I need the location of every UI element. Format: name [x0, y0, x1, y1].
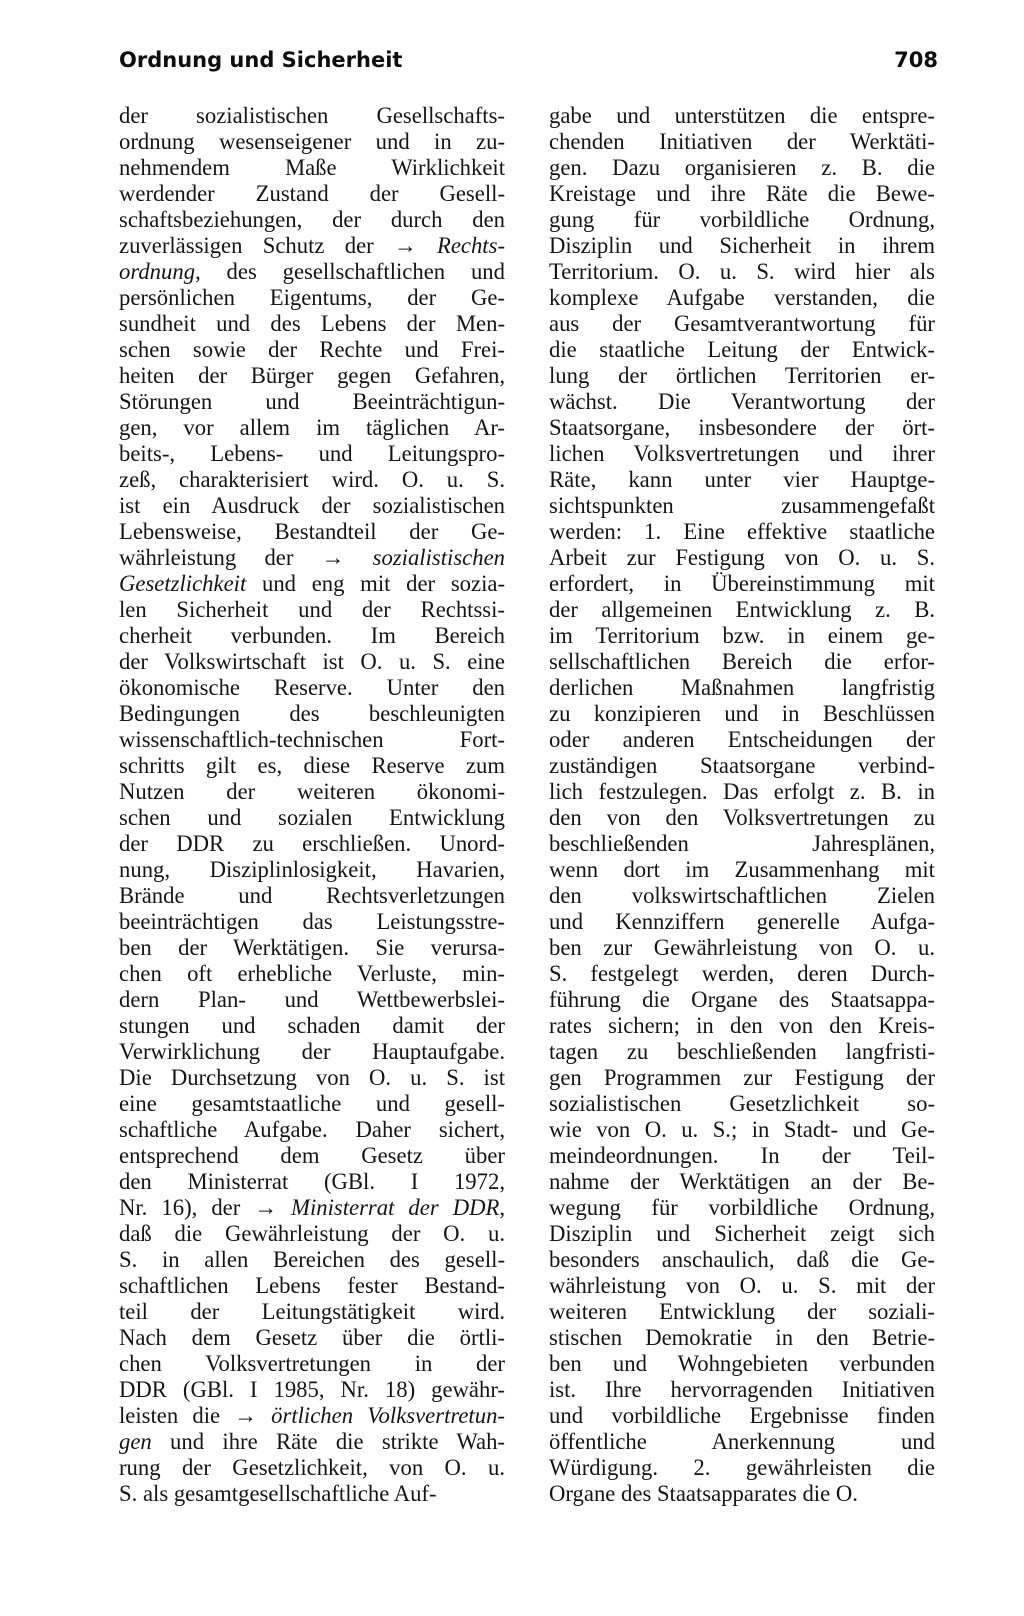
left-column-line: nung, Disziplinlosigkeit, Havarien,: [119, 857, 505, 882]
left-column-line: Nach dem Gesetz über die örtli-: [119, 1325, 505, 1350]
left-column-line: schaftlichen Lebens fester Bestand-: [119, 1273, 505, 1298]
right-column-line: gen Programmen zur Festigung der: [549, 1065, 935, 1090]
left-column-line: schaftsbeziehungen, der durch den: [119, 207, 505, 232]
left-column-line: Verwirklichung der Hauptaufgabe.: [119, 1039, 505, 1064]
left-column-line: der sozialistischen Gesellschafts-: [119, 103, 505, 128]
left-column-line: Lebensweise, Bestandteil der Ge-: [119, 519, 505, 544]
left-column-line: chen oft erhebliche Verluste, min-: [119, 961, 505, 986]
left-column-line: sundheit und des Lebens der Men-: [119, 311, 505, 336]
right-column-line: ben und Wohngebieten verbunden: [549, 1351, 935, 1376]
left-column-line: zuverlässigen Schutz der → Rechts-: [119, 233, 505, 258]
left-column-line: DDR (GBl. I 1985, Nr. 18) gewähr-: [119, 1377, 505, 1402]
left-column-line: Gesetzlichkeit und eng mit der sozia-: [119, 571, 505, 596]
right-column-line: beschließenden Jahresplänen,: [549, 831, 935, 856]
right-column-line: wie von O. u. S.; in Stadt- und Ge-: [549, 1117, 935, 1142]
right-column-line: lung der örtlichen Territorien er-: [549, 363, 935, 388]
right-column-line: werden: 1. Eine effektive staatliche: [549, 519, 935, 544]
left-column-line: nehmendem Maße Wirklichkeit: [119, 155, 505, 180]
left-column-line: schritts gilt es, diese Reserve zum: [119, 753, 505, 778]
right-column-line: derlichen Maßnahmen langfristig: [549, 675, 935, 700]
right-column-line: Territorium. O. u. S. wird hier als: [549, 259, 935, 284]
left-column-line: schaftliche Aufgabe. Daher sichert,: [119, 1117, 505, 1142]
left-column-line: cherheit verbunden. Im Bereich: [119, 623, 505, 648]
right-column-line: der allgemeinen Entwicklung z. B.: [549, 597, 935, 622]
left-column-line: gen, vor allem im täglichen Ar-: [119, 415, 505, 440]
left-column-line: ist ein Ausdruck der sozialistischen: [119, 493, 505, 518]
left-column-line: Störungen und Beeinträchtigun-: [119, 389, 505, 414]
right-column-line: den von den Volksvertretungen zu: [549, 805, 935, 830]
left-column-line: S. in allen Bereichen des gesell-: [119, 1247, 505, 1272]
right-column-line: und vorbildliche Ergebnisse finden: [549, 1403, 935, 1428]
left-text-column: [119, 103, 505, 1507]
left-column-line: der Volkswirtschaft ist O. u. S. eine: [119, 649, 505, 674]
right-column-line: sellschaftlichen Bereich die erfor-: [549, 649, 935, 674]
right-column-line: ist. Ihre hervorragenden Initiativen: [549, 1377, 935, 1402]
right-column-line: meindeordnungen. In der Teil-: [549, 1143, 935, 1168]
right-column-line: weiteren Entwicklung der soziali-: [549, 1299, 935, 1324]
left-column-line: entsprechend dem Gesetz über: [119, 1143, 505, 1168]
page-number: 708: [894, 48, 938, 72]
right-column-line: Disziplin und Sicherheit zeigt sich: [549, 1221, 935, 1246]
left-column-line: Bedingungen des beschleunigten: [119, 701, 505, 726]
section-title: Ordnung und Sicherheit: [119, 48, 403, 72]
left-column-line: wissenschaftlich-technischen Fort-: [119, 727, 505, 752]
left-column-line: beeinträchtigen das Leistungsstre-: [119, 909, 505, 934]
left-column-line: rung der Gesetzlichkeit, von O. u.: [119, 1455, 505, 1480]
right-column-line: wegung für vorbildliche Ordnung,: [549, 1195, 935, 1220]
left-column-line: Nr. 16), der → Ministerrat der DDR,: [119, 1195, 505, 1220]
right-text-column: [549, 103, 935, 1507]
right-column-line: S. festgelegt werden, deren Durch-: [549, 961, 935, 986]
left-column-line: zeß, charakterisiert wird. O. u. S.: [119, 467, 505, 492]
left-column-line: heiten der Bürger gegen Gefahren,: [119, 363, 505, 388]
right-column-line: währleistung von O. u. S. mit der: [549, 1273, 935, 1298]
right-column-line: Disziplin und Sicherheit in ihrem: [549, 233, 935, 258]
right-column-line: nahme der Werktätigen an der Be-: [549, 1169, 935, 1194]
left-column-line: Die Durchsetzung von O. u. S. ist: [119, 1065, 505, 1090]
right-column-line: wächst. Die Verantwortung der: [549, 389, 935, 414]
right-column-line: komplexe Aufgabe verstanden, die: [549, 285, 935, 310]
right-column-line: Organe des Staatsapparates die O.: [549, 1481, 858, 1506]
left-column-line: chen Volksvertretungen in der: [119, 1351, 505, 1376]
left-column-line: Brände und Rechtsverletzungen: [119, 883, 505, 908]
left-column-line: gen und ihre Räte die strikte Wah-: [119, 1429, 505, 1454]
right-column-line: Würdigung. 2. gewährleisten die: [549, 1455, 935, 1480]
right-column-line: aus der Gesamtverantwortung für: [549, 311, 935, 336]
left-column-line: ökonomische Reserve. Unter den: [119, 675, 505, 700]
right-column-line: gen. Dazu organisieren z. B. die: [549, 155, 935, 180]
left-column-line: ordnung, des gesellschaftlichen und: [119, 259, 505, 284]
left-column-line: dern Plan- und Wettbewerbslei-: [119, 987, 505, 1012]
right-column-line: wenn dort im Zusammenhang mit: [549, 857, 935, 882]
left-column-line: eine gesamtstaatliche und gesell-: [119, 1091, 505, 1116]
right-column-line: stischen Demokratie in den Betrie-: [549, 1325, 935, 1350]
left-column-line: schen sowie der Rechte und Frei-: [119, 337, 505, 362]
right-column-line: führung die Organe des Staatsappa-: [549, 987, 935, 1012]
right-column-line: zuständigen Staatsorgane verbind-: [549, 753, 935, 778]
left-column-line: ben der Werktätigen. Sie verursa-: [119, 935, 505, 960]
right-column-line: rates sichern; in den von den Kreis-: [549, 1013, 935, 1038]
left-column-line: S. als gesamtgesellschaftliche Auf-: [119, 1481, 437, 1506]
right-column-line: und Kennziffern generelle Aufga-: [549, 909, 935, 934]
right-column-line: im Territorium bzw. in einem ge-: [549, 623, 935, 648]
right-column-line: Staatsorgane, insbesondere der ört-: [549, 415, 935, 440]
left-column-line: ordnung wesenseigener und in zu-: [119, 129, 505, 154]
right-column-line: öffentliche Anerkennung und: [549, 1429, 935, 1454]
right-column-line: erfordert, in Übereinstimmung mit: [549, 571, 935, 596]
right-column-line: zu konzipieren und in Beschlüssen: [549, 701, 935, 726]
right-column-line: ben zur Gewährleistung von O. u.: [549, 935, 935, 960]
right-column-line: lichen Volksvertretungen und ihrer: [549, 441, 935, 466]
right-column-line: die staatliche Leitung der Entwick-: [549, 337, 935, 362]
right-column-line: chenden Initiativen der Werktäti-: [549, 129, 935, 154]
right-column-line: besonders anschaulich, daß die Ge-: [549, 1247, 935, 1272]
left-column-line: stungen und schaden damit der: [119, 1013, 505, 1038]
left-column-line: persönlichen Eigentums, der Ge-: [119, 285, 505, 310]
right-column-line: den volkswirtschaftlichen Zielen: [549, 883, 935, 908]
running-head: [119, 48, 938, 84]
left-column-line: der DDR zu erschließen. Unord-: [119, 831, 505, 856]
left-column-line: schen und sozialen Entwicklung: [119, 805, 505, 830]
right-column-line: sozialistischen Gesetzlichkeit so-: [549, 1091, 935, 1116]
right-column-line: Arbeit zur Festigung von O. u. S.: [549, 545, 935, 570]
left-column-line: Nutzen der weiteren ökonomi-: [119, 779, 505, 804]
left-column-line: beits-, Lebens- und Leitungspro-: [119, 441, 505, 466]
left-column-line: werdender Zustand der Gesell-: [119, 181, 505, 206]
right-column-line: gabe und unterstützen die entspre-: [549, 103, 935, 128]
right-column-line: Kreistage und ihre Räte die Bewe-: [549, 181, 935, 206]
left-column-line: len Sicherheit und der Rechtssi-: [119, 597, 505, 622]
right-column-line: lich festzulegen. Das erfolgt z. B. in: [549, 779, 935, 804]
left-column-line: daß die Gewährleistung der O. u.: [119, 1221, 505, 1246]
left-column-line: leisten die → örtlichen Volksvertretun-: [119, 1403, 505, 1428]
right-column-line: oder anderen Entscheidungen der: [549, 727, 935, 752]
left-column-line: den Ministerrat (GBl. I 1972,: [119, 1169, 505, 1194]
right-column-line: Räte, kann unter vier Hauptge-: [549, 467, 935, 492]
left-column-line: teil der Leitungstätigkeit wird.: [119, 1299, 505, 1324]
left-column-line: währleistung der → sozialistischen: [119, 545, 505, 570]
right-column-line: sichtspunkten zusammengefaßt: [549, 493, 935, 518]
right-column-line: gung für vorbildliche Ordnung,: [549, 207, 935, 232]
right-column-line: tagen zu beschließenden langfristi-: [549, 1039, 935, 1064]
